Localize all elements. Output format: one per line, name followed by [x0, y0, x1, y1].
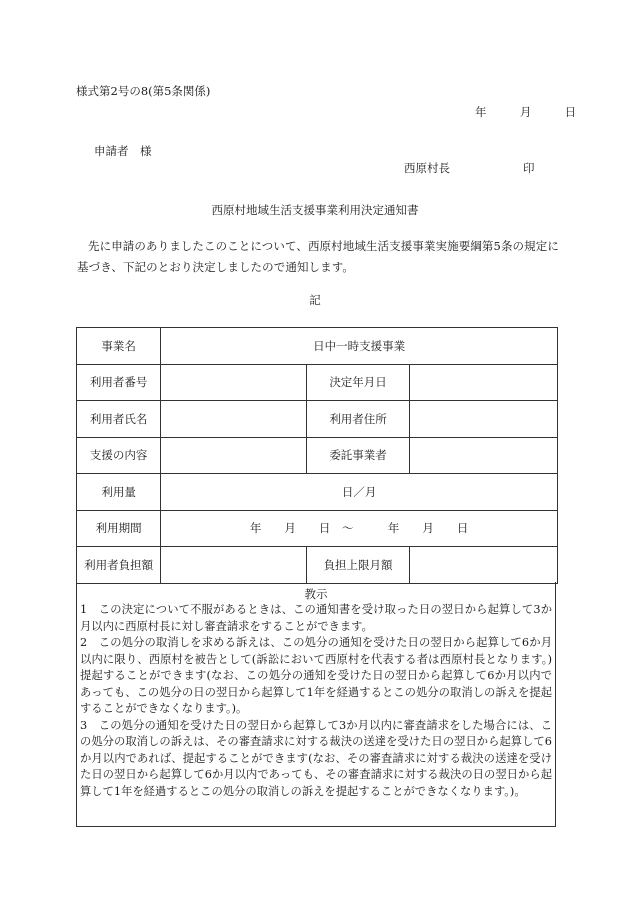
- service-name-value: 日中一時支援事業: [161, 328, 558, 365]
- table-row: [77, 401, 558, 438]
- usage-amount-label: 利用量: [77, 474, 161, 511]
- usage-amount-value: 日／月: [161, 474, 558, 511]
- support-content-value: [161, 437, 307, 474]
- contractor-value: [409, 437, 557, 474]
- table-row: [77, 328, 558, 365]
- date-month: 月: [519, 105, 532, 119]
- form-number: 様式第2号の8(第5条関係): [76, 84, 211, 98]
- ki-heading: 記: [309, 293, 321, 307]
- burden-limit-value: [409, 547, 557, 584]
- table-row: [77, 364, 558, 401]
- issuer: 西原村長: [404, 161, 450, 175]
- burden-limit-label: 負担上限月額: [307, 547, 409, 584]
- seal-mark: 印: [523, 161, 535, 175]
- user-number-label: 利用者番号: [77, 364, 161, 401]
- notice-item-1: 1 この決定について不服があるときは、この通知書を受け取った日の翌日から起算して3か月以内に西原村長に対し審査請求をすることができます。: [80, 603, 552, 633]
- table-row: [77, 547, 558, 584]
- usage-period-label: 利用期間: [77, 510, 161, 547]
- notice-item-3: 3 この処分の通知を受けた日の翌日から起算して3か月以内に審査請求をした場合には、この処分の取消しの訴えは、その審査請求に対する裁決の送達を受けた日の翌日から起算して6か月以内であれば、提起することができます(なお、その審査請求に対する裁決の送達を受けた日の翌日から起算して6か月以内であっても、その審査請求に対する裁決の日の翌日から起算して1年を経過するとこの処分の取消しの訴えを提起することができなくなります。)。: [80, 718, 552, 798]
- burden-label: 利用者負担額: [77, 547, 161, 584]
- user-name-label: 利用者氏名: [77, 401, 161, 438]
- user-number-value: [161, 364, 307, 401]
- support-content-label: 支援の内容: [77, 437, 161, 474]
- date-year: 年: [475, 105, 487, 119]
- user-address-label: 利用者住所: [307, 401, 409, 438]
- date-line: [475, 104, 576, 120]
- document-title: 西原村地域生活支援事業利用決定通知書: [211, 203, 419, 217]
- decision-date-value: [409, 364, 557, 401]
- notice-heading: 教示: [304, 587, 328, 601]
- user-address-value: [409, 401, 557, 438]
- table-row: [77, 474, 558, 511]
- decision-date-label: 決定年月日: [307, 364, 409, 401]
- decision-table: [76, 327, 558, 584]
- notice-box: [76, 582, 556, 827]
- service-name-label: 事業名: [77, 328, 161, 365]
- contractor-label: 委託事業者: [307, 437, 409, 474]
- date-day: 日: [564, 105, 577, 119]
- body-text: 先に申請のありましたこのことについて、西原村地域生活支援事業実施要綱第5条の規定に基づき、下記のとおり決定しましたので通知します。: [77, 239, 559, 274]
- table-row: [77, 437, 558, 474]
- notice-item-2: 2 この処分の取消しを求める訴えは、この処分の通知を受けた日の翌日から起算して6か月以内に限り、西原村を被告として(訴訟において西原村を代表する者は西原村長となります。)提起することができます(なお、この処分の通知を受けた日の翌日から起算して6か月以内であっても、この処分の日の翌日から起算して1年を経過するとこの処分の取消しの訴えを提起することができなくなります。)。: [80, 636, 552, 715]
- usage-period-value: 年 月 日 ～ 年 月 日: [161, 510, 558, 547]
- addressee: 申請者 様: [94, 144, 152, 158]
- burden-value: [161, 547, 307, 584]
- user-name-value: [161, 401, 307, 438]
- table-row: [77, 510, 558, 547]
